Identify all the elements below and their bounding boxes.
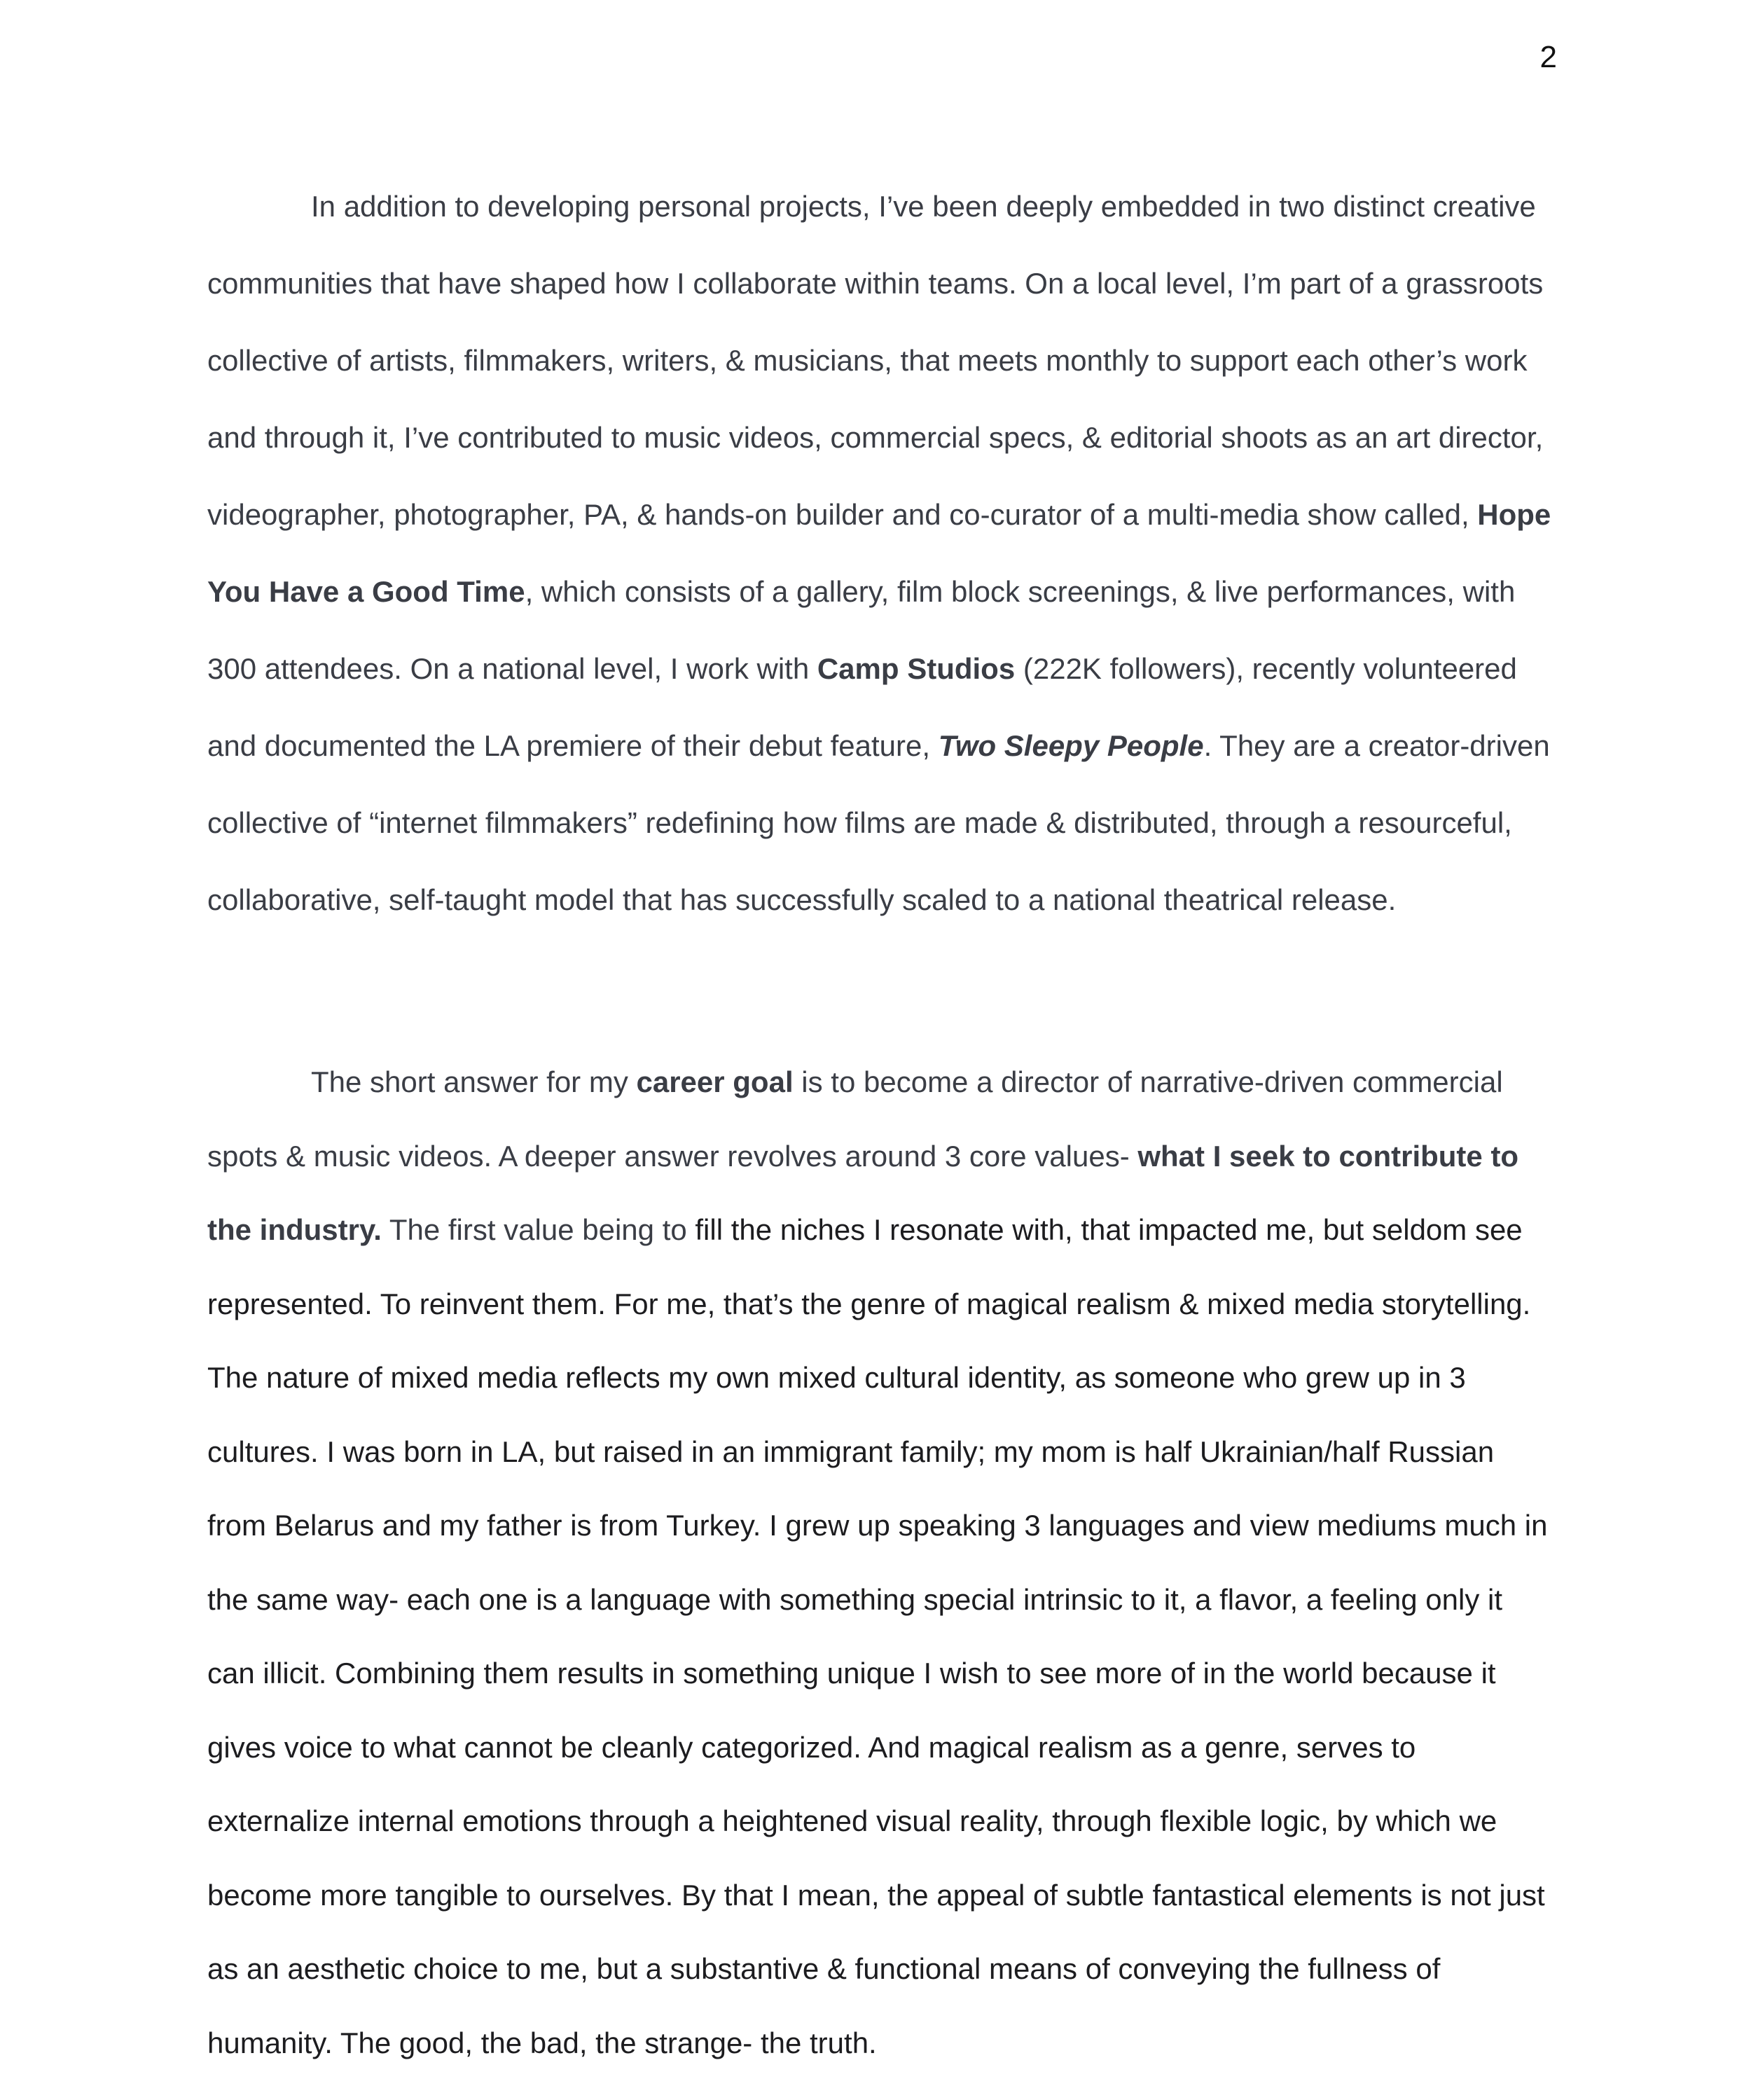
paragraph-text: The first value being to [381, 1213, 687, 1246]
paragraph-text: fill the niches I resonate with, that impacted me, but seldom see represented. To reinvent them. For me, that’s the genre of magical realism & mixed media storytelling. The nature of mixed media reflects my own mixed cultural identity, as someone who grew up in 3 cultures. I was born in LA, but raised in an immigrant family; my mom is half Ukrainian/half Russian from Belarus and my father is from Turkey. I grew up speaking 3 languages and view mediums much in the same way- each one is a language with something special intrinsic to it, a flavor, a feeling only it can illicit. Combining them results in something unique I wish to see more of in the world because it gives voice to what cannot be cleanly categorized. And magical realism as a genre, serves to externalize internal emotions through a heightened visual reality, through flexible logic, by which we become more tangible to ourselves. By that I mean, the appeal of subtle fantastical elements is not just as an aesthetic choice to me, but a substantive & functional means of conveying the fullness of humanity. The good, the bad, the strange- the truth. [207, 1213, 1548, 2059]
paragraph-text: is to become a director of narrative-driven commercial spots & music videos. A deeper answer revolves around 3 core values- [207, 1065, 1503, 1173]
paragraph-community [207, 168, 1556, 939]
career-goal-emphasis: career goal [636, 1065, 794, 1098]
film-title: Two Sleepy People [938, 729, 1204, 762]
page-number: 2 [1539, 40, 1557, 74]
show-title: Hope You Have a Good Time [207, 498, 1551, 608]
paragraph-career-goal [207, 1045, 1556, 2080]
paragraph-text: In addition to developing personal projects, I’ve been deeply embedded in two distinct creative communities that have shaped how I collaborate within teams. On a local level, I’m part of a grassroots collective of artists, filmmakers, writers, & musicians, that meets monthly to support each other’s work and through it, I’ve contributed to music videos, commercial specs, & editorial shoots as an art director, videographer, photographer, PA, & hands-on builder and co-curator of a multi-media show called, [207, 190, 1544, 531]
studio-name: Camp Studios [817, 652, 1016, 685]
paragraph-text: (222K followers), recently volunteered and documented the LA premiere of their debut feature, [207, 652, 1517, 762]
paragraph-text: . They are a creator-driven collective of “internet filmmakers” redefining how films are made & distributed, through a resourceful, collaborative, self-taught model that has successfully scaled to a national theatrical release. [207, 729, 1550, 916]
paragraph-text: , which consists of a gallery, film block screenings, & live performances, with 300 attendees. On a national level, I work with [207, 575, 1516, 685]
paragraph-text: The short answer for my [311, 1065, 637, 1098]
contribution-emphasis: what I seek to contribute to the industry. [207, 1139, 1519, 1246]
